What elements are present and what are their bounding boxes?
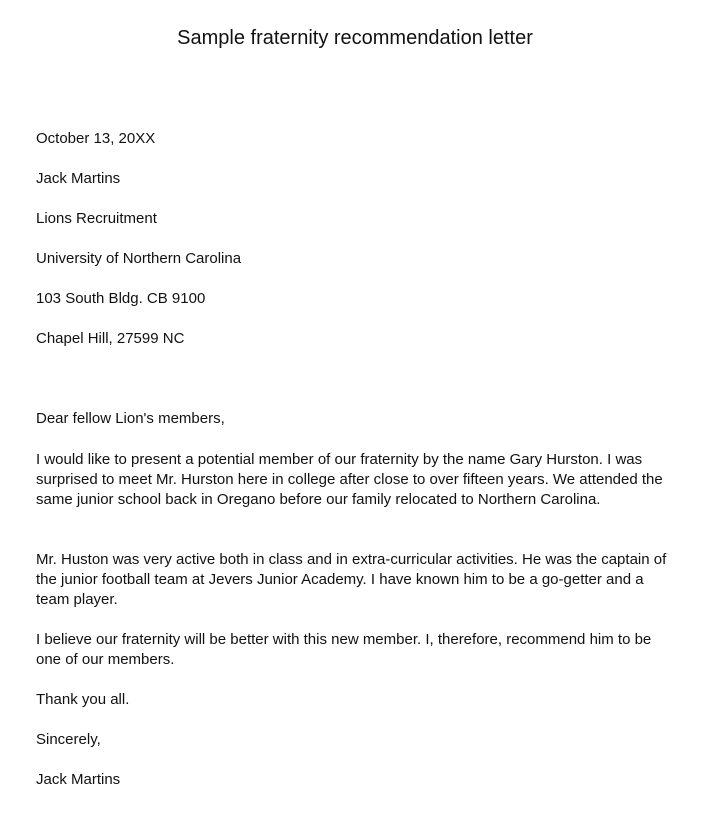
thanks-line: Thank you all. bbox=[36, 691, 130, 708]
recipient-street: 103 South Bldg. CB 9100 bbox=[36, 290, 206, 307]
letter-date: October 13, 20XX bbox=[36, 130, 156, 147]
body-paragraph-3: I believe our fraternity will be better with this new member. I, therefore, recommend him to be one of our members. bbox=[36, 631, 652, 668]
document-title: Sample fraternity recommendation letter bbox=[177, 27, 533, 49]
closing: Sincerely, bbox=[36, 731, 101, 748]
body-paragraph-2: Mr. Huston was very active both in class and in extra-curricular activities. He was the captain of the junior football team at Jevers Junior Academy. I have known him to be a go-getter and a team player. bbox=[36, 551, 667, 608]
body-paragraph-1: I would like to present a potential member of our fraternity by the name Gary Hurston. I was surprised to meet Mr. Hurston here in college after close to over fifteen years. We attended the same junior school back in Oregano before our family relocated to Northern Carolina. bbox=[36, 451, 663, 508]
salutation: Dear fellow Lion's members, bbox=[36, 410, 225, 427]
recipient-department: Lions Recruitment bbox=[36, 210, 157, 227]
recipient-city: Chapel Hill, 27599 NC bbox=[36, 330, 185, 347]
recipient-organization: University of Northern Carolina bbox=[36, 250, 242, 267]
recipient-name: Jack Martins bbox=[36, 170, 121, 187]
signature-name: Jack Martins bbox=[36, 771, 121, 788]
